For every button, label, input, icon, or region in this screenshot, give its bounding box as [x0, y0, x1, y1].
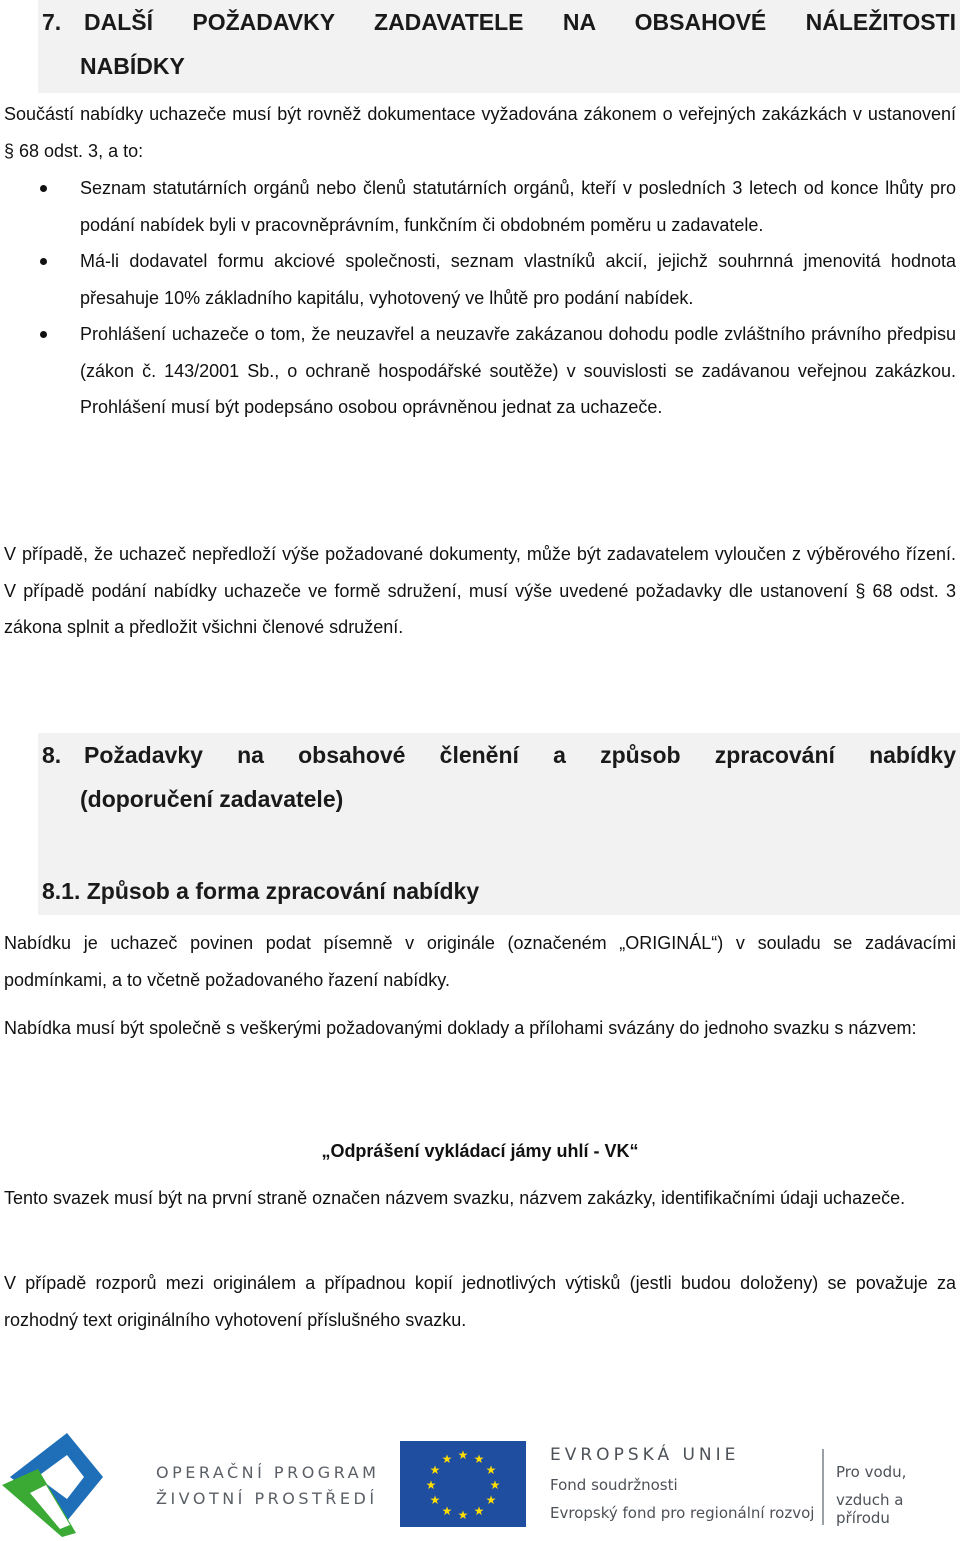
- requirements-list: [0, 170, 960, 426]
- op-line2: ŽIVOTNÍ PROSTŘEDÍ: [156, 1489, 378, 1508]
- eu-title: EVROPSKÁ UNIE: [550, 1445, 740, 1465]
- op-line1: OPERAČNÍ PROGRAM: [156, 1463, 380, 1482]
- section-7-number: 7.: [42, 9, 62, 35]
- section-8-1-heading: 8.1. Způsob a forma zpracování nabídky: [38, 843, 960, 915]
- section-8-heading: [38, 733, 960, 843]
- section-8-title-line1: Požadavky na obsahové členění a způsob zpracování nabídky: [84, 742, 956, 768]
- footer-logos: [0, 1425, 960, 1541]
- bundle-title: „Odprášení vykládací jámy uhlí - VK“: [321, 1141, 639, 1161]
- section-8-title-line2: (doporučení zadavatele): [80, 786, 344, 812]
- svg-text:★: ★: [485, 1463, 497, 1477]
- written-form-paragraph: Nabídku je uchazeč povinen podat písemně v originále (označeném „ORIGINÁL“) v souladu se zadávacími podmínkami, a to včetně požadovaného řazení nabídky.: [4, 933, 956, 990]
- svg-text:★: ★: [441, 1452, 453, 1466]
- section-7-title-line2: NABÍDKY: [80, 53, 185, 79]
- svg-text:★: ★: [473, 1504, 485, 1518]
- svg-text:★: ★: [429, 1493, 441, 1507]
- eu-fund-regional: Evropský fond pro regionální rozvoj: [550, 1504, 815, 1522]
- svg-text:★: ★: [457, 1448, 469, 1462]
- svg-text:★: ★: [429, 1463, 441, 1477]
- eu-flag-icon: [400, 1441, 526, 1527]
- motto-line2: vzduch a přírodu: [836, 1491, 904, 1527]
- intro-paragraph: Součástí nabídky uchazeče musí být rovněž dokumentace vyžadována zákonem o veřejných zakázkách v ustanovení § 68 odst. 3, a to:: [4, 104, 956, 161]
- list-item: Seznam statutárních orgánů nebo členů statutárních orgánů, kteří v posledních 3 letech od konce lhůty pro podání nabídek byli v pracovněprávním, funkčním či obdobném poměru u zadavatele.: [0, 170, 960, 243]
- svg-text:★: ★: [489, 1478, 501, 1492]
- bullet-icon: [40, 331, 47, 338]
- svg-text:★: ★: [485, 1493, 497, 1507]
- marking-paragraph: Tento svazek musí být na první straně označen názvem svazku, názvem zakázky, identifikačními údaji uchazeče.: [4, 1188, 906, 1208]
- bound-bundle-paragraph: Nabídka musí být společně s veškerými požadovanými doklady a přílohami svázány do jednoho svazku s názvem:: [4, 1018, 917, 1038]
- bullet-icon: [40, 258, 47, 265]
- svg-text:★: ★: [473, 1452, 485, 1466]
- svg-text:★: ★: [441, 1504, 453, 1518]
- motto-line1: Pro vodu,: [836, 1463, 907, 1481]
- list-item: Prohlášení uchazeče o tom, že neuzavřel a neuzavře zakázanou dohodu podle zvláštního právního předpisu (zákon č. 143/2001 Sb., o ochraně hospodářské soutěže) v souvislosti se zadávanou veřejnou zakázkou. Prohlášení musí být podepsáno osobou oprávněnou jednat za uchazeče.: [0, 316, 960, 426]
- section-7-heading: [38, 0, 960, 93]
- op-zp-logo-icon: [0, 1425, 110, 1541]
- exclusion-paragraph: V případě, že uchazeč nepředloží výše požadované dokumenty, může být zadavatelem vyloučen z výběrového řízení. V případě podání nabídky uchazeče ve formě sdružení, musí výše uvedené požadavky dle ustanovení § 68 odst. 3 zákona splnit a předložit všichni členové sdružení.: [4, 544, 956, 637]
- svg-text:★: ★: [457, 1508, 469, 1522]
- eu-fund-cohesion: Fond soudržnosti: [550, 1476, 678, 1494]
- conflict-paragraph: V případě rozporů mezi originálem a případnou kopií jednotlivých výtisků (jestli budou doloženy) se považuje za rozhodný text originálního vyhotovení příslušného svazku.: [4, 1273, 956, 1330]
- footer-divider: [822, 1449, 824, 1525]
- list-item: Má-li dodavatel formu akciové společnosti, seznam vlastníků akcií, jejichž souhrnná jmenovitá hodnota přesahuje 10% základního kapitálu, vyhotovený ve lhůtě pro podání nabídek.: [0, 243, 960, 316]
- section-8-number: 8.: [42, 742, 62, 768]
- section-7-title-line1: DALŠÍ POŽADAVKY ZADAVATELE NA OBSAHOVÉ NÁLEŽITOSTI: [84, 9, 956, 35]
- bullet-icon: [40, 185, 47, 192]
- svg-text:★: ★: [425, 1478, 437, 1492]
